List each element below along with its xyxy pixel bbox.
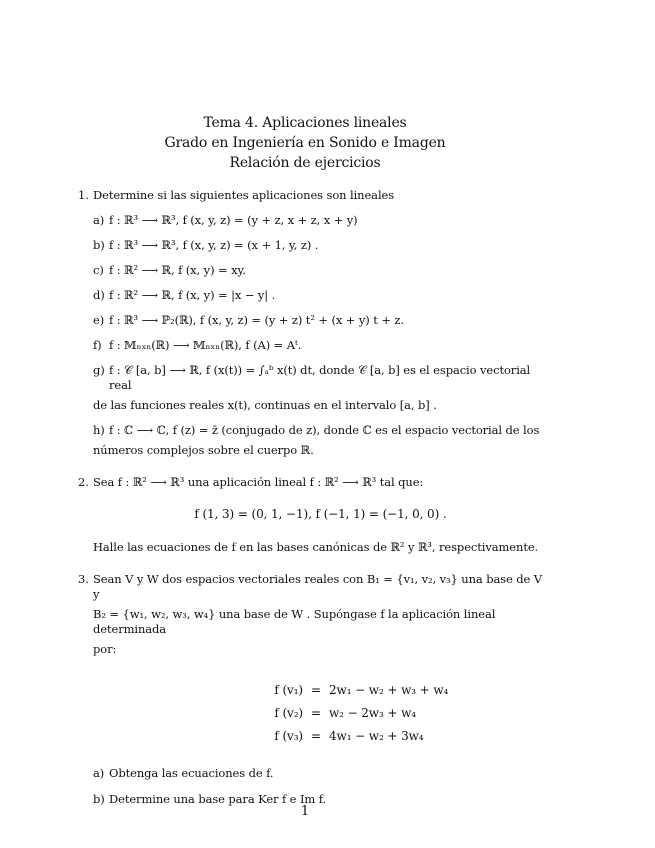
item-text: f : ℝ³ ⟶ ℝ³, f (x, y, z) = (y + z, x + z, x + y)	[109, 213, 358, 227]
exercise-item-f	[93, 338, 548, 353]
exercise-number: 2.	[78, 475, 89, 489]
exercise-list	[78, 188, 548, 807]
equation-lhs: f (v₁)	[274, 683, 303, 697]
exercise-item-c	[93, 263, 548, 278]
document-title	[0, 113, 610, 173]
exercise-item-h	[93, 423, 548, 458]
exercise-intro: Sea f : ℝ² ⟶ ℝ³ una aplicación lineal f : ℝ² ⟶ ℝ³ tal que:	[93, 475, 424, 489]
item-text: f : ℝ² ⟶ ℝ, f (x, y) = |x − y| .	[109, 288, 276, 302]
exercise-intro: Determine si las siguientes aplicaciones son lineales	[93, 188, 395, 202]
equation-row	[93, 725, 548, 748]
equation-lhs: f (v₃)	[274, 729, 303, 743]
exercise-intro-line-1: Sean V y W dos espacios vectoriales reales con B₁ = {v₁, v₂, v₃} una base de V y	[93, 572, 543, 601]
exercise-number: 1.	[78, 188, 89, 202]
exercise-item-a	[93, 213, 548, 228]
equation-equals: =	[311, 706, 321, 720]
item-letter: h)	[93, 423, 105, 437]
item-text: f : ℝ² ⟶ ℝ, f (x, y) = xy.	[109, 263, 246, 277]
exercise-item-d	[93, 288, 548, 303]
equation-lhs: f (v₂)	[274, 706, 303, 720]
item-text: Obtenga las ecuaciones de f.	[109, 766, 274, 780]
equation-row	[93, 702, 548, 725]
equation-equals: =	[311, 683, 321, 697]
exercise-item-e	[93, 313, 548, 328]
exercise-item-a	[93, 766, 548, 781]
item-text: f : 𝕄ₙₓₙ(ℝ) ⟶ 𝕄ₙₓₙ(ℝ), f (A) = Aᵗ.	[109, 338, 302, 352]
item-letter: c)	[93, 263, 104, 277]
item-text: f : ℝ³ ⟶ ℝ³, f (x, y, z) = (x + 1, y, z) .	[109, 238, 319, 252]
item-letter: a)	[93, 766, 105, 780]
item-letter: b)	[93, 792, 105, 806]
exercise-followup: Halle las ecuaciones de f en las bases canónicas de ℝ² y ℝ³, respectivamente.	[93, 540, 539, 554]
exercise-intro-line-3: por:	[93, 642, 117, 656]
item-letter: e)	[93, 313, 105, 327]
page-number: 1	[300, 804, 310, 819]
equation-rhs: w₂ − 2w₃ + w₄	[329, 706, 416, 720]
exercise-1	[78, 188, 548, 458]
exercise-intro-line-2: B₂ = {w₁, w₂, w₃, w₄} una base de W . Supóngase f la aplicación lineal determinada	[93, 607, 496, 636]
title-degree: Grado en Ingeniería en Sonido e Imagen	[164, 135, 446, 151]
item-letter: b)	[93, 238, 105, 252]
item-letter: g)	[93, 363, 105, 377]
item-text: f : ℂ ⟶ ℂ, f (z) = z̄ (conjugado de z), donde ℂ es el espacio vectorial de los	[109, 423, 540, 437]
equation-row	[93, 679, 548, 702]
equation-rhs: 2w₁ − w₂ + w₃ + w₄	[329, 683, 449, 697]
exercise-item-b	[93, 238, 548, 253]
item-text-continued: números complejos sobre el cuerpo ℝ.	[93, 443, 314, 457]
item-text: Determine una base para Ker f e Im f.	[109, 792, 327, 806]
title-topic: Tema 4. Aplicaciones lineales	[203, 115, 407, 131]
exercise-number: 3.	[78, 572, 89, 586]
item-letter: a)	[93, 213, 105, 227]
item-text: f : 𝒞 [a, b] ⟶ ℝ, f (x(t)) = ∫ₐᵇ x(t) dt, donde 𝒞 [a, b] es el espacio vectorial real	[109, 363, 531, 392]
exercise-3	[78, 572, 548, 807]
item-text-continued: de las funciones reales x(t), continuas en el intervalo [a, b] .	[93, 398, 437, 412]
item-letter: f)	[93, 338, 102, 352]
equation-equals: =	[311, 729, 321, 743]
equation-rhs: 4w₁ − w₂ + 3w₄	[329, 729, 424, 743]
item-text: f : ℝ³ ⟶ ℙ₂(ℝ), f (x, y, z) = (y + z) t² + (x + y) t + z.	[109, 313, 404, 327]
title-subtitle: Relación de ejercicios	[229, 155, 381, 171]
item-letter: d)	[93, 288, 105, 302]
display-equation: f (1, 3) = (0, 1, −1), f (−1, 1) = (−1, 0, 0) .	[194, 507, 447, 521]
exercise-item-g	[93, 363, 548, 413]
equation-system	[93, 679, 548, 748]
exercise-2	[78, 475, 548, 555]
